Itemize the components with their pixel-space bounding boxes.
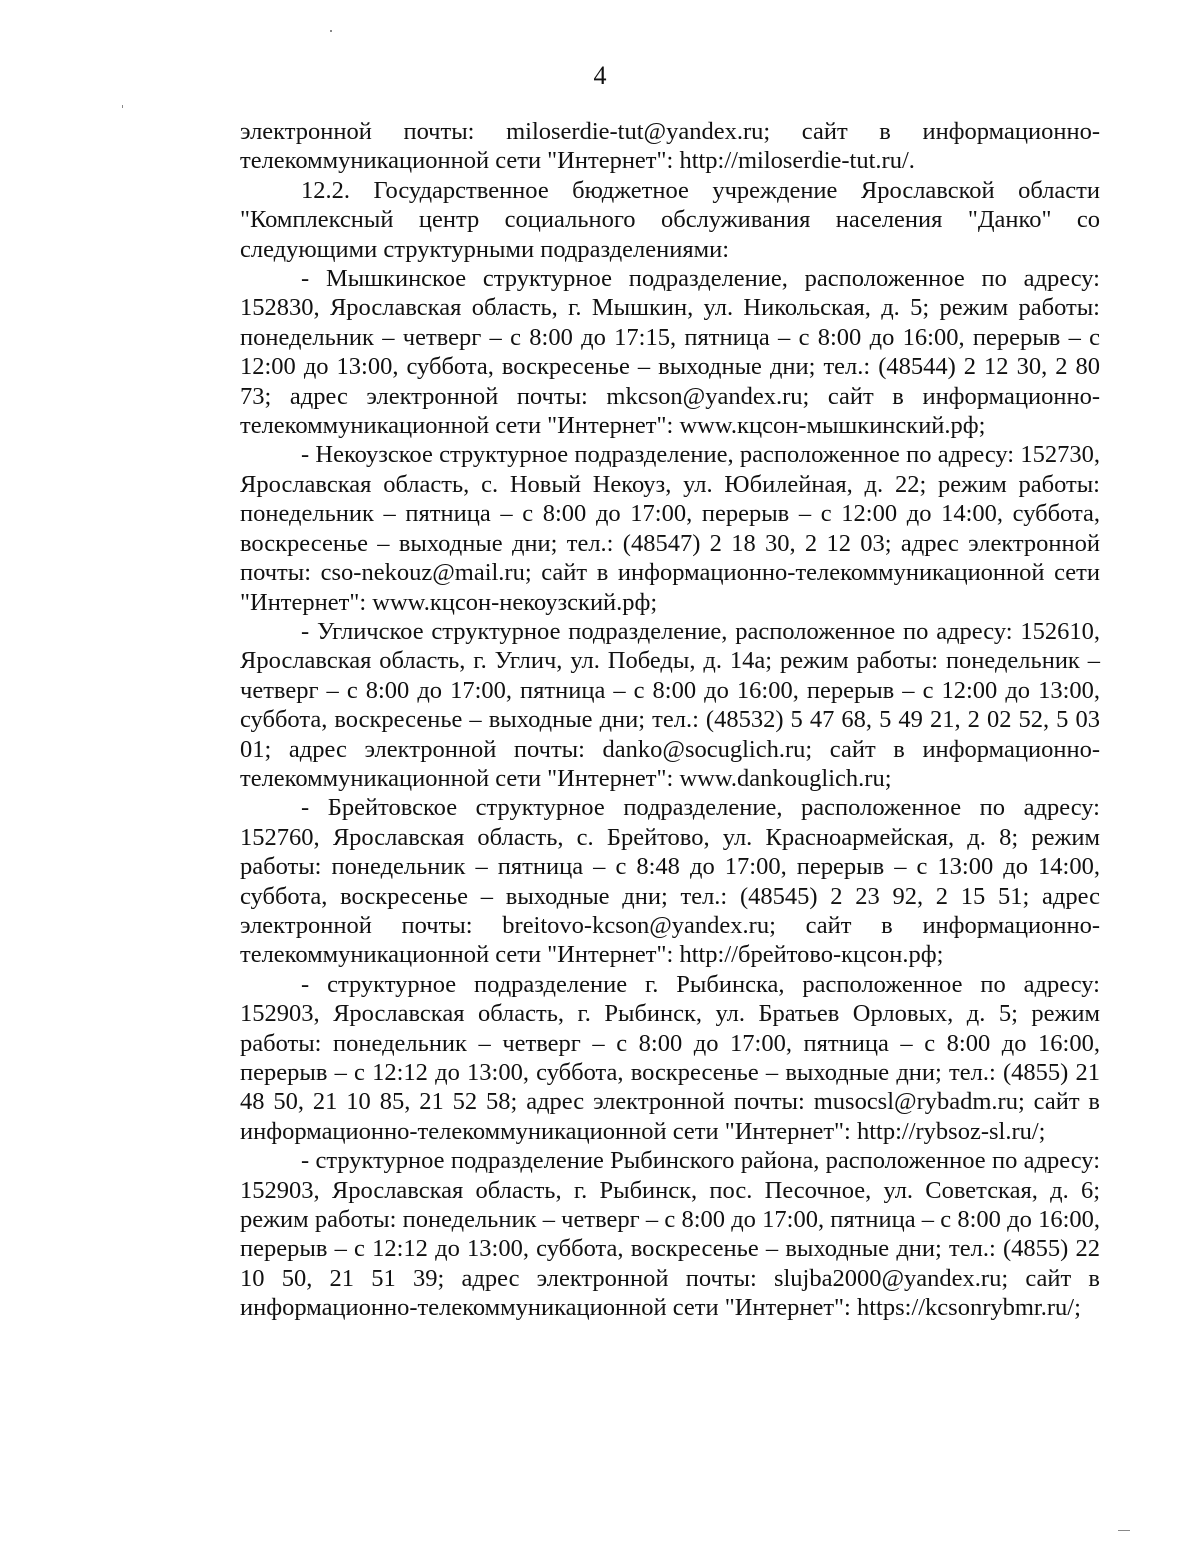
page-number: 4 [593, 61, 607, 90]
paragraph-rybinsk-city-division: - структурное подразделение г. Рыбинска, расположенное по адресу: 152903, Ярославская область, г. Рыбинск, ул. Братьев Орловых, д. 5; режим работы: понедельник – четверг – с 8:00 до 17:00, пятница – с 8:00 до 16:00, перерыв – с 12:12 до 13:00, суббота, воскресенье – выходные дни; тел.: (4855) 21 48 50, 21 10 85, 21 52 58; адрес электронной почты: musocsl@rybadm.ru; сайт в информационно-телекоммуникационной сети "Интернет": http://rybsoz-sl.ru/; [240, 970, 1100, 1145]
paragraph-rybinsk-district-division: - структурное подразделение Рыбинского района, расположенное по адресу: 152903, Ярославская область, г. Рыбинск, пос. Песочное, ул. Советская, д. 6; режим работы: понедельник – четверг – с 8:00 до 17:00, пятница – с 8:00 до 16:00, перерыв – с 12:12 до 13:00, суббота, воскресенье – выходные дни; тел.: (4855) 22 10 50, 21 51 39; адрес электронной почты: slujba2000@yandex.ru; сайт в информационно-телекоммуникационной сети "Интернет": https://kcsonrybmr.ru/; [240, 1147, 1100, 1322]
scan-speck [122, 105, 123, 108]
paragraph-section-12-2: 12.2. Государственное бюджетное учреждение Ярославской области "Комплексный центр социального обслуживания населения "Данко" со следующими структурными подразделениями: [240, 176, 1100, 263]
paragraph-nekouz-division: - Некоузское структурное подразделение, расположенное по адресу: 152730, Ярославская область, с. Новый Некоуз, ул. Юбилейная, д. 22; режим работы: понедельник – пятница – с 8:00 до 17:00, перерыв – с 12:00 до 14:00, суббота, воскресенье – выходные дни; тел.: (48547) 2 18 30, 2 12 03; адрес электронной почты: cso-nekouz@mail.ru; сайт в информационно-телекоммуникационной сети "Интернет": www.кцсон-некоузский.рф; [240, 441, 1100, 616]
paragraph-continuation: электронной почты: miloserdie-tut@yandex.ru; сайт в информационно-телекоммуникационной сети "Интернет": http://miloserdie-tut.ru/. [240, 118, 1100, 175]
paragraph-myshkin-division: - Мышкинское структурное подразделение, расположенное по адресу: 152830, Ярославская область, г. Мышкин, ул. Никольская, д. 5; режим работы: понедельник – четверг – с 8:00 до 17:15, пятница – с 8:00 до 16:00, перерыв – с 12:00 до 13:00, суббота, воскресенье – выходные дни; тел.: (48544) 2 12 30, 2 80 73; адрес электронной почты: mkcson@yandex.ru; сайт в информационно-телекоммуникационной сети "Интернет": www.кцсон-мышкинский.рф; [240, 265, 1100, 440]
document-body [240, 117, 1100, 1323]
scan-speck [1118, 1530, 1130, 1531]
scan-speck [330, 30, 332, 32]
paragraph-breitovo-division: - Брейтовское структурное подразделение, расположенное по адресу: 152760, Ярославская область, с. Брейтово, ул. Красноармейская, д. 8; режим работы: понедельник – пятница – с 8:48 до 17:00, перерыв – с 13:00 до 14:00, суббота, воскресенье – выходные дни; тел.: (48545) 2 23 92, 2 15 51; адрес электронной почты: breitovo-kcson@yandex.ru; сайт в информационно-телекоммуникационной сети "Интернет": http://брейтово-кцсон.рф; [240, 794, 1100, 969]
paragraph-uglich-division: - Угличское структурное подразделение, расположенное по адресу: 152610, Ярославская область, г. Углич, ул. Победы, д. 14а; режим работы: понедельник – четверг – с 8:00 до 17:00, пятница – с 8:00 до 16:00, перерыв – с 12:00 до 13:00, суббота, воскресенье – выходные дни; тел.: (48532) 5 47 68, 5 49 21, 2 02 52, 5 03 01; адрес электронной почты: danko@socuglich.ru; сайт в информационно-телекоммуникационной сети "Интернет": www.dankouglich.ru; [240, 617, 1100, 792]
